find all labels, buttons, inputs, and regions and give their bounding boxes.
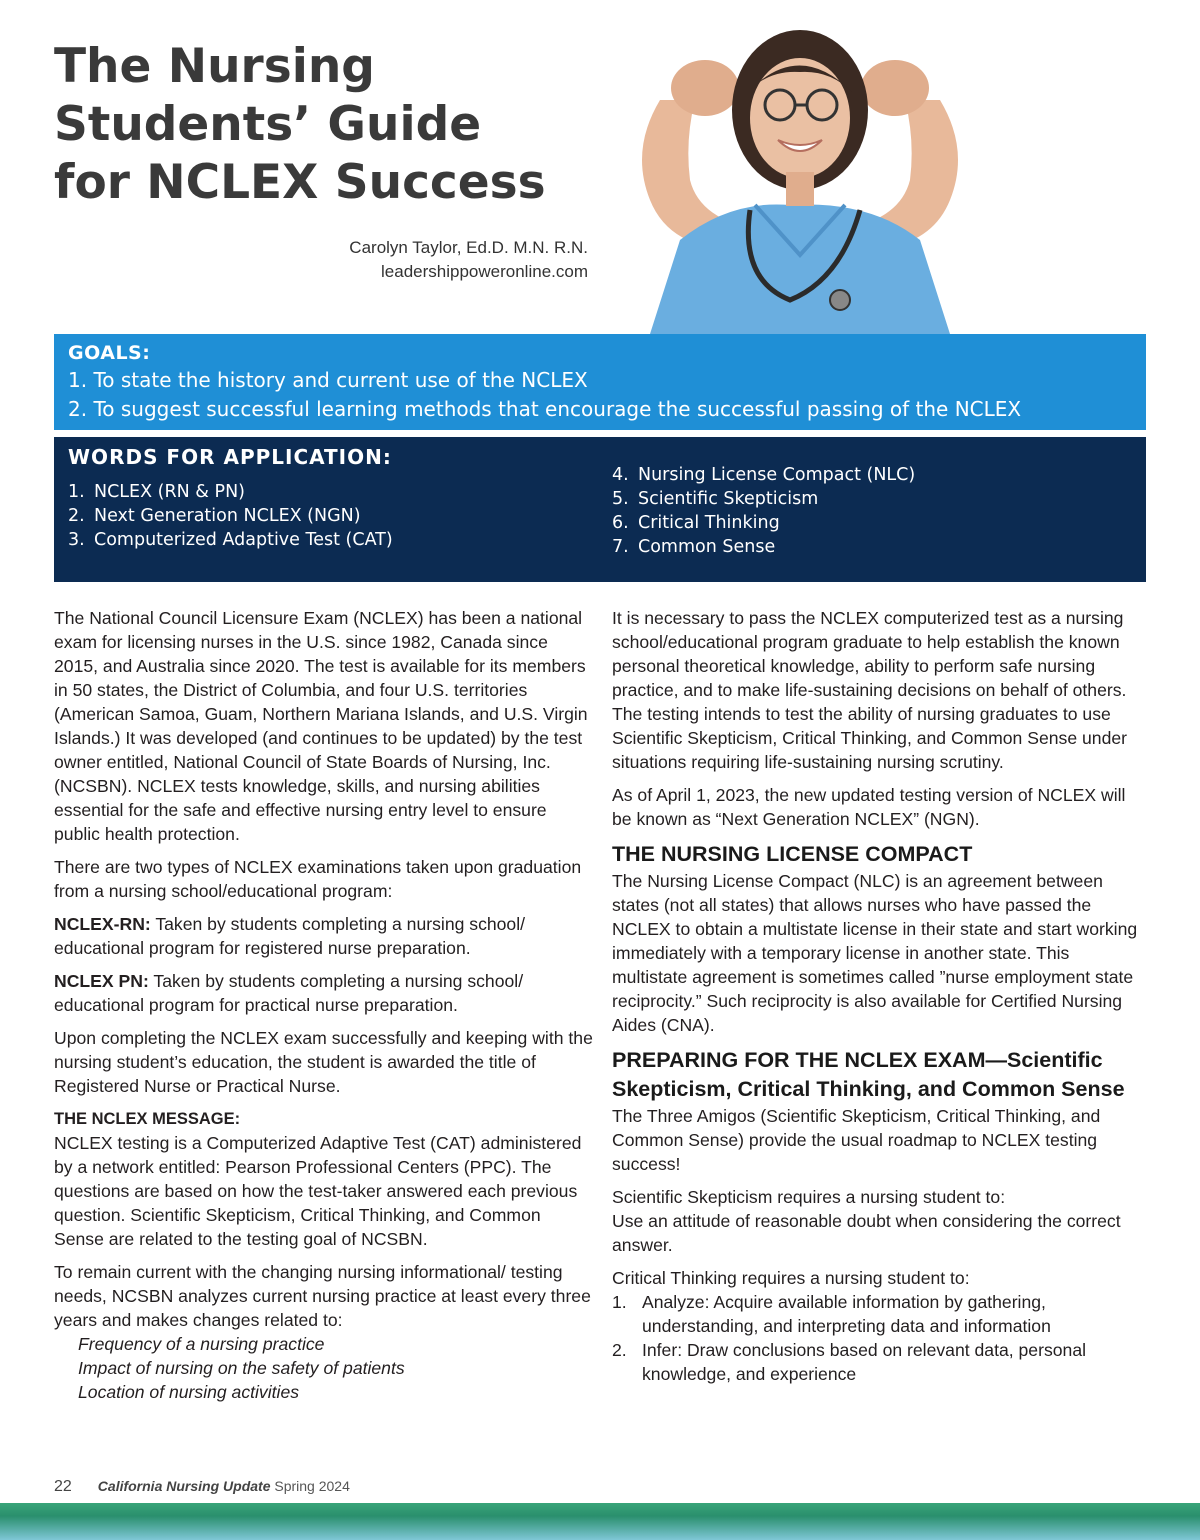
goal-item: 2. To suggest successful learning methods that encourage the successful passing of the NCLEX bbox=[68, 397, 1022, 421]
numbered-list bbox=[612, 1290, 1147, 1386]
right-column bbox=[612, 606, 1147, 1386]
title-line: for NCLEX Success bbox=[54, 155, 546, 210]
paragraph: The Nursing License Compact (NLC) is an agreement between states (not all states) that allows nurses who have passed the NCLEX to obtain a multistate license in their state and start working immediately with a temporary license in another state. This multistate agreement is sometimes called ”nurse employment state reciprocity.” Such reciprocity is also available for Certified Nursing Aides (CNA). bbox=[612, 871, 1138, 1035]
paragraph: The Three Amigos (Scientific Skepticism, Critical Thinking, and Common Sense) provide the usual roadmap to NCLEX testing success! bbox=[612, 1106, 1101, 1174]
section-heading: PREPARING FOR THE NCLEX EXAM—Scientific Skepticism, Critical Thinking, and Common Sense bbox=[612, 1048, 1125, 1101]
italic-list bbox=[54, 1332, 594, 1404]
author-website[interactable]: leadershippoweronline.com bbox=[381, 262, 588, 281]
section-heading: THE NURSING LICENSE COMPACT bbox=[612, 842, 973, 866]
page-footer bbox=[54, 1478, 350, 1496]
article-title bbox=[54, 38, 614, 212]
word-item: 4. Nursing License Compact (NLC) bbox=[612, 465, 916, 485]
nurse-photo bbox=[590, 0, 1010, 334]
goals-box bbox=[54, 334, 1146, 430]
italic-list-item: Location of nursing activities bbox=[78, 1382, 300, 1402]
words-column-1 bbox=[68, 480, 393, 552]
paragraph: To remain current with the changing nursing informational/ testing needs, NCSBN analyzes current nursing practice at least every three years and makes changes related to: bbox=[54, 1262, 591, 1330]
numbered-list-item: 2. Infer: Draw conclusions based on relevant data, personal knowledge, and experience bbox=[612, 1340, 1087, 1384]
author-name: Carolyn Taylor, Ed.D. M.N. R.N. bbox=[349, 238, 588, 257]
section-heading: THE NCLEX MESSAGE: bbox=[54, 1110, 241, 1128]
word-item: 2. Next Generation NCLEX (NGN) bbox=[68, 506, 361, 526]
words-for-application-box bbox=[54, 437, 1146, 582]
title-line: Students’ Guide bbox=[54, 97, 482, 152]
left-column bbox=[54, 606, 594, 1404]
paragraph: There are two types of NCLEX examinations taken upon graduation from a nursing school/educational program: bbox=[54, 857, 582, 901]
words-heading: WORDS FOR APPLICATION: bbox=[68, 445, 392, 469]
paragraph: Critical Thinking requires a nursing student to: bbox=[612, 1268, 970, 1288]
page-number: 22 bbox=[54, 1478, 72, 1495]
paragraph: The National Council Licensure Exam (NCLEX) has been a national exam for licensing nurses in the U.S. since 1982, Canada since 2015, and Australia since 2020. The test is available for its members in 50 states, the District of Columbia, and four U.S. territories (American Samoa, Guam, Northern Mariana Islands, and U.S. Virgin Islands.) It was developed (and continues to be updated) by the test owner entitled, National Council of State Boards of Nursing, Inc. (NCSBN). NCLEX tests knowledge, skills, and nursing abilities essential for the safe and effective nursing entry level to ensure public health protection. bbox=[54, 608, 588, 844]
goal-item: 1. To state the history and current use of the NCLEX bbox=[68, 368, 588, 392]
author-block bbox=[349, 236, 588, 284]
nurse-illustration bbox=[590, 0, 1010, 334]
word-item: 5. Scientific Skepticism bbox=[612, 489, 819, 509]
italic-list-item: Impact of nursing on the safety of patients bbox=[78, 1358, 405, 1378]
numbered-list-item: 1. Analyze: Acquire available information by gathering, understanding, and interpreting data and information bbox=[612, 1292, 1051, 1336]
paragraph: It is necessary to pass the NCLEX computerized test as a nursing school/educational program graduate to help establish the known personal theoretical knowledge, ability to perform safe nursing practice, and to make life-sustaining decisions on behalf of others. The testing intends to test the ability of nursing graduates to use Scientific Skepticism, Critical Thinking, and Common Sense under situations requiring life-sustaining nursing scrutiny. bbox=[612, 608, 1128, 772]
word-item: 7. Common Sense bbox=[612, 537, 776, 557]
paragraph: Scientific Skepticism requires a nursing student to: Use an attitude of reasonable doubt when considering the correct answer. bbox=[612, 1187, 1121, 1255]
italic-list-item: Frequency of a nursing practice bbox=[78, 1334, 325, 1354]
word-item: 1. NCLEX (RN & PN) bbox=[68, 482, 245, 502]
nclex-rn-paragraph: NCLEX-RN: Taken by students completing a nursing school/ educational program for registered nurse preparation. bbox=[54, 914, 526, 958]
word-item: 3. Computerized Adaptive Test (CAT) bbox=[68, 530, 393, 550]
paragraph: NCLEX testing is a Computerized Adaptive Test (CAT) administered by a network entitled: Pearson Professional Centers (PPC). The questions are based on how the test-taker answered each previous question. Scientific Skepticism, Critical Thinking, and Common Sense are related to the testing goal of NCSBN. bbox=[54, 1133, 582, 1249]
paragraph: As of April 1, 2023, the new updated testing version of NCLEX will be known as “Next Generation NCLEX” (NGN). bbox=[612, 785, 1126, 829]
publication-name: California Nursing Update bbox=[97, 1478, 271, 1494]
nclex-pn-paragraph: NCLEX PN: Taken by students completing a nursing school/ educational program for practical nurse preparation. bbox=[54, 971, 524, 1015]
paragraph: Upon completing the NCLEX exam successfully and keeping with the nursing student’s education, the student is awarded the title of Registered Nurse or Practical Nurse. bbox=[54, 1028, 593, 1096]
bottom-decorative-bar bbox=[0, 1503, 1200, 1540]
nclex-pn-label: NCLEX PN: bbox=[54, 971, 149, 991]
title-line: The Nursing bbox=[54, 39, 375, 94]
words-column-2 bbox=[612, 463, 915, 559]
word-item: 6. Critical Thinking bbox=[612, 513, 780, 533]
goals-heading: GOALS: bbox=[68, 342, 151, 364]
issue-date: Spring 2024 bbox=[270, 1478, 350, 1494]
nclex-rn-label: NCLEX-RN: bbox=[54, 914, 151, 934]
